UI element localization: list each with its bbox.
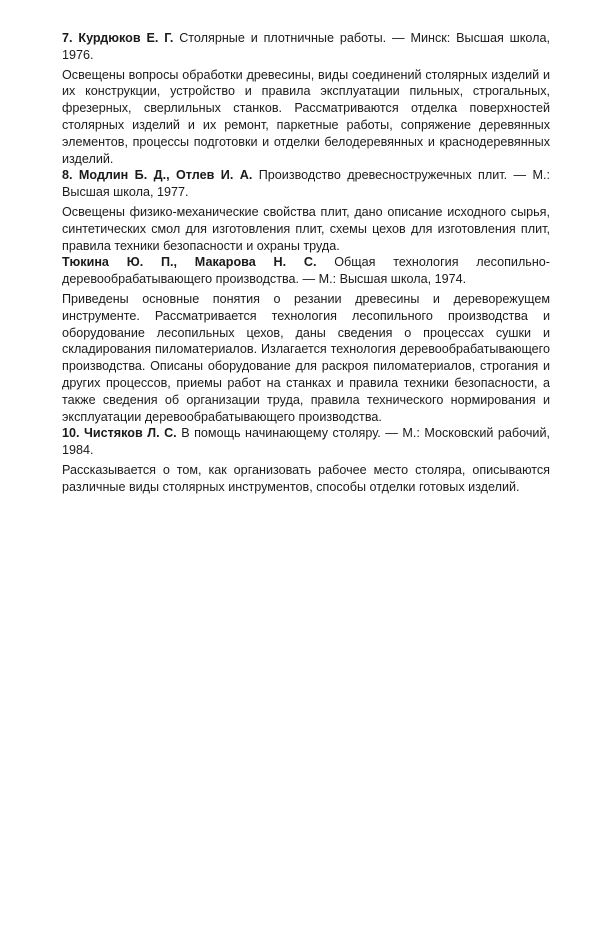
entry-annotation: Приведены основные понятия о резании древесины и дереворежущем инструменте. Рассматривается технология лесопильного производства и оборудование лесопильных цехов, даны сведения о процессах сушки и складирования пиломатериалов. Излагается технология деревообрабатывающего производства. Описаны оборудование для раскроя пиломатериалов, строгания и других процессов, приемы работ на станках и правила техники безопасности, а также сведения об организации труда, правила технического нормирования и эксплуатации деревообрабатывающего производства. (62, 291, 550, 424)
entry-author: Модлин Б. Д., Отлев И. А. (78, 168, 253, 183)
bibliography-entry-9 (62, 254, 550, 425)
bibliography-page (62, 30, 550, 496)
entry-annotation: Освещены физико-механические свойства плит, дано описание исходного сырья, синтетических смол для изготовления плит, схемы цехов для изготовления плит, правила техники безопасности и охраны труда. (62, 204, 550, 253)
entry-reference (62, 30, 550, 64)
entry-author: Чистяков Л. С. (84, 426, 177, 441)
entry-citation: Столярные и плотничные работы. — Минск: Высшая школа, 1976. (62, 31, 550, 62)
entry-number: 7. (62, 31, 73, 45)
entry-author: Тюкина Ю. П., Макарова Н. С. (62, 255, 317, 270)
entry-reference (62, 167, 550, 201)
bibliography-entry-8 (62, 167, 550, 254)
entry-annotation: Освещены вопросы обработки древесины, виды соединений столярных изделий и их конструкции, устройство и правила эксплуатации пильных, строгальных, фрезерных, сверлильных станков. Рассматриваются отделка поверхностей столярных изделий и их ремонт, паркетные работы, сопряжение деревянных элементов, процессы подготовки и отделки белодеревянных и краснодеревянных изделий. (62, 67, 550, 166)
bibliography-entry-7 (62, 30, 550, 167)
entry-reference (62, 425, 550, 459)
entry-citation: Производство древесностружечных плит. — М.: Высшая школа, 1977. (62, 168, 551, 200)
entry-annotation: Рассказывается о том, как организовать рабочее место столяра, описываются различные виды столярных инструментов, способы отделки готовых изделий. (62, 462, 550, 494)
entry-reference (62, 254, 550, 288)
entry-citation: Общая технология лесопильно-деревообрабатывающего производства. — М.: Высшая школа, 1974. (62, 255, 551, 287)
entry-number: 10. (62, 426, 80, 441)
entry-citation: В помощь начинающему столяру. — М.: Московский рабочий, 1984. (62, 426, 550, 458)
entry-author: Курдюков Е. Г. (78, 31, 174, 45)
bibliography-entry-10 (62, 425, 550, 495)
entry-number: 8. (62, 168, 73, 183)
